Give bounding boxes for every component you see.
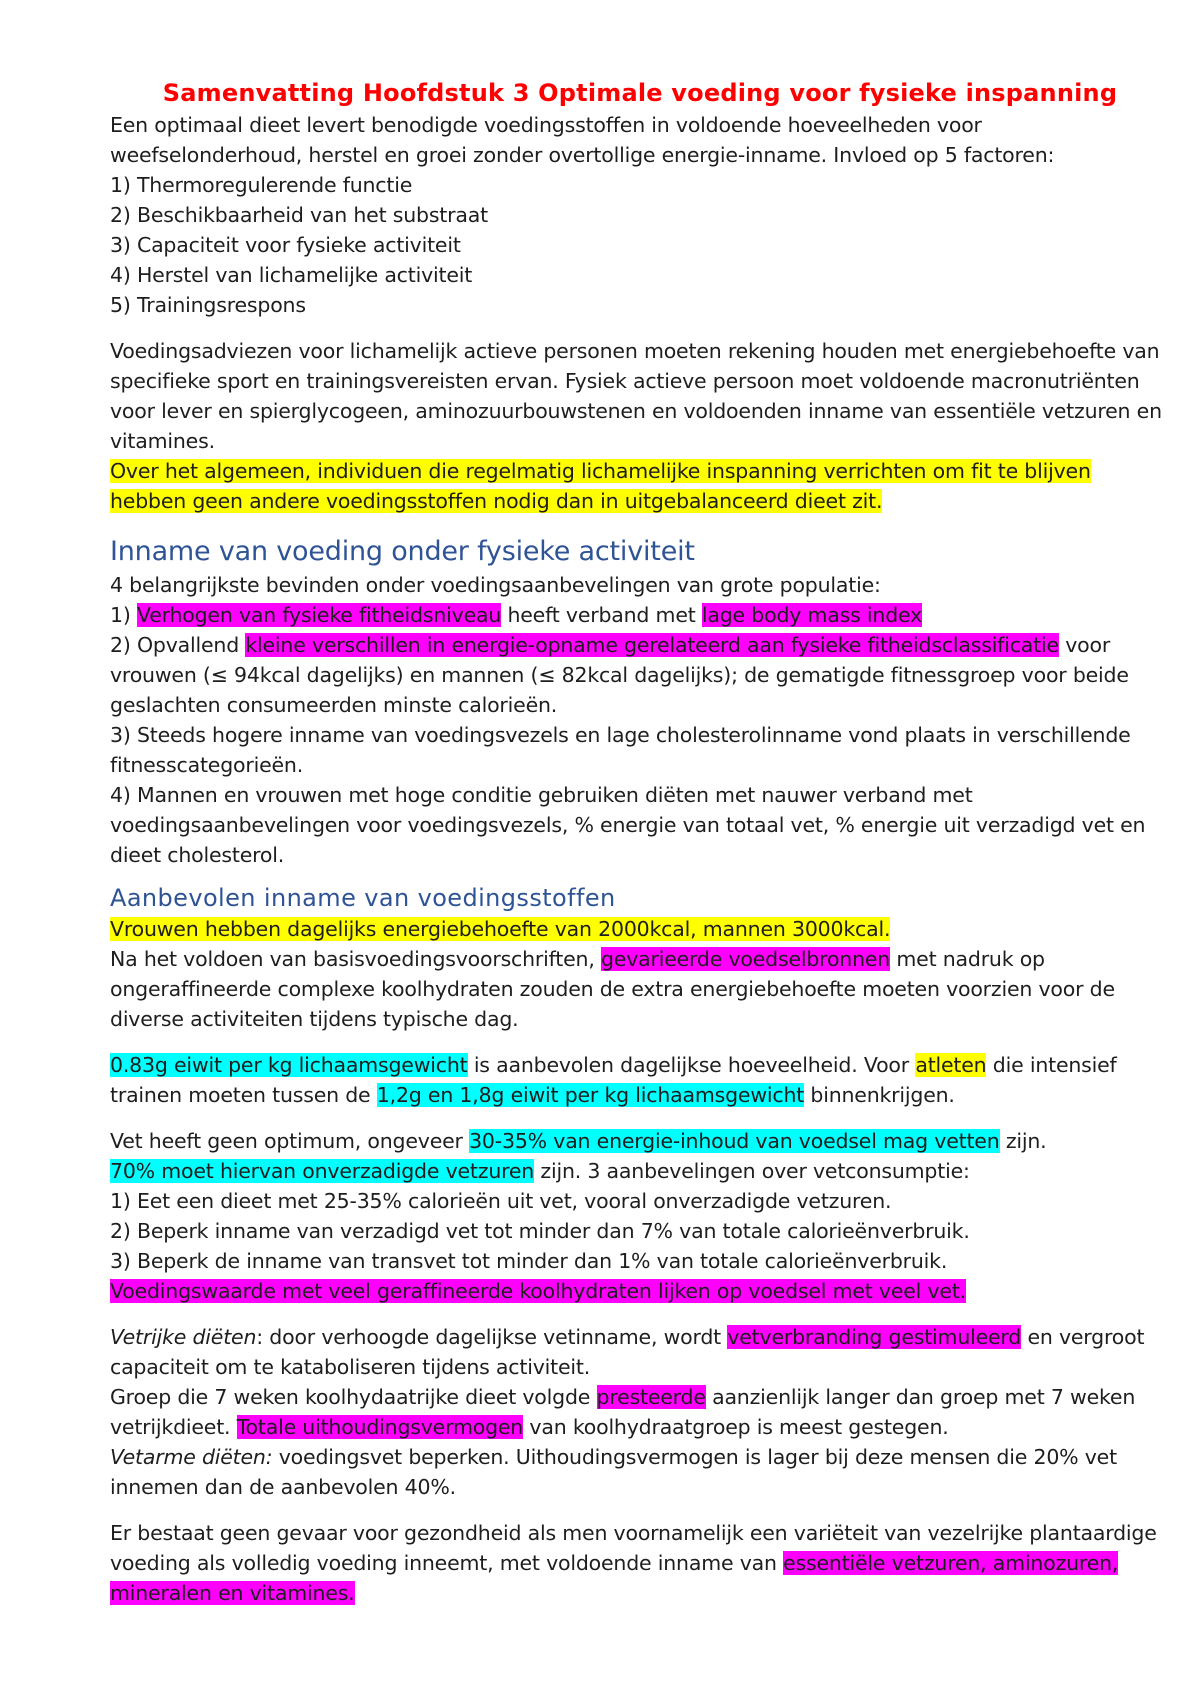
vetrijk-paragraph: [110, 1322, 1170, 1382]
fat-rule-2: 2) Beperk inname van verzadigd vet tot minder dan 7% van totale calorieënverbruik.: [110, 1219, 970, 1243]
document-title: Samenvatting Hoofdstuk 3 Optimale voeding voor fysieke inspanning: [162, 79, 1118, 107]
text-run: zijn.: [999, 1129, 1047, 1153]
text-run: die intensief trainen moeten tussen de: [110, 1053, 1117, 1107]
text-run: voor vrouwen (≤ 94kcal dagelijks) en mannen (≤ 82kcal dagelijks); de gematigde fitnessgroep voor beide geslachten consumeerden minste calorieën.: [110, 633, 1129, 717]
text-run: Na het voldoen van basisvoedingsvoorschriften,: [110, 947, 601, 971]
text-run: Groep die 7 weken koolhydaatrijke dieet volgde: [110, 1385, 597, 1409]
advice-highlight: [110, 456, 1170, 516]
fat-rule-3: 3) Beperk de inname van transvet tot minder dan 1% van totale calorieënverbruik.: [110, 1249, 948, 1273]
text-run: 2) Opvallend: [110, 633, 246, 657]
advice-paragraph: Voedingsadviezen voor lichamelijk actieve personen moeten rekening houden met energiebehoefte van specifieke sport en trainingsvereisten ervan. Fysiek actieve persoon moet voldoende macronutriënten voor lever en spierglycogeen, aminozuurbouwstenen en voldoenden inname van essentiële vetzuren en vitamines.: [110, 339, 1162, 453]
highlight-magenta: gevarieerde voedselbronnen: [600, 947, 891, 971]
text-run: binnenkrijgen.: [804, 1083, 955, 1107]
highlight-cyan: 70% moet hiervan onverzadigde vetzuren: [110, 1159, 535, 1183]
text-run: met nadruk op ongeraffineerde complexe koolhydraten zouden de extra energiebehoefte moeten voorzien voor de diverse activiteiten tijdens typische dag.: [110, 947, 1115, 1031]
highlight-magenta: Totale uithoudingsvermogen: [236, 1415, 524, 1439]
factor-item: 5) Trainingsrespons: [110, 293, 306, 317]
document-page: [110, 76, 1170, 1608]
highlight-magenta: essentiële vetzuren, aminozuren, mineralen en vitamines.: [110, 1551, 1119, 1605]
highlight-yellow: atleten: [915, 1053, 987, 1077]
closing-paragraph: [110, 1518, 1170, 1608]
highlight-magenta: lage body mass index: [701, 603, 922, 627]
energy-paragraph: [110, 914, 1170, 944]
highlight-magenta: Verhogen van fysieke fitheidsniveau: [136, 603, 502, 627]
intro-paragraph: Een optimaal dieet levert benodigde voedingsstoffen in voldoende hoeveelheden voor weefselonderhoud, herstel en groei zonder overtollige energie-inname. Invloed op 5 factoren:: [110, 113, 1055, 167]
fat-paragraph: [110, 1126, 1170, 1156]
fat-rule-1: 1) Eet een dieet met 25-35% calorieën uit vet, vooral onverzadigde vetzuren.: [110, 1189, 892, 1213]
section-heading-aanbevolen: Aanbevolen inname van voedingsstoffen: [110, 884, 616, 912]
finding-2: [110, 630, 1170, 720]
text-run: Er bestaat geen gevaar voor gezondheid als men voornamelijk een variëteit van vezelrijke plantaardige voeding als volledig voeding inneemt, met voldoende inname van: [110, 1521, 1157, 1575]
highlight-magenta: Voedingswaarde met veel geraffineerde koolhydraten lijken op voedsel met veel vet.: [110, 1279, 966, 1303]
protein-paragraph: [110, 1050, 1170, 1110]
factor-item: 2) Beschikbaarheid van het substraat: [110, 203, 488, 227]
highlight-magenta: vetverbranding gestimuleerd: [727, 1325, 1022, 1349]
factor-item: 4) Herstel van lichamelijke activiteit: [110, 263, 473, 287]
finding-3: 3) Steeds hogere inname van voedingsvezels en lage cholesterolinname vond plaats in verschillende fitnesscategorieën.: [110, 723, 1131, 777]
highlight-yellow: Over het algemeen, individuen die regelmatig lichamelijke inspanning verrichten om fit te blijven hebben geen andere voedingsstoffen nodig dan in uitgebalanceerd dieet zit.: [110, 459, 1091, 513]
text-run: heeft verband met: [501, 603, 702, 627]
text-run: zijn. 3 aanbevelingen over vetconsumptie:: [534, 1159, 970, 1183]
section1-lead: 4 belangrijkste bevinden onder voedingsaanbevelingen van grote populatie:: [110, 573, 881, 597]
text-run: voedingsvet beperken. Uithoudingsvermogen is lager bij deze mensen die 20% vet innemen dan de aanbevolen 40%.: [110, 1445, 1117, 1499]
finding-1: [110, 600, 1170, 630]
section-heading-inname: Inname van voeding onder fysieke activiteit: [110, 536, 695, 567]
item-number: 1): [110, 603, 137, 627]
text-run: aanzienlijk langer dan groep met 7 weken vetrijkdieet.: [110, 1385, 1136, 1439]
basis-paragraph: [110, 944, 1170, 1034]
factor-item: 1) Thermoregulerende functie: [110, 173, 413, 197]
italic-term: Vetrijke diëten: [110, 1325, 257, 1349]
text-run: : door verhoogde dagelijkse vetinname, wordt: [256, 1325, 728, 1349]
highlight-cyan: 0.83g eiwit per kg lichaamsgewicht: [110, 1053, 468, 1077]
highlight-cyan: 1,2g en 1,8g eiwit per kg lichaamsgewicht: [376, 1083, 805, 1107]
text-run: van koolhydraatgroep is meest gestegen.: [523, 1415, 949, 1439]
finding-4: 4) Mannen en vrouwen met hoge conditie gebruiken diëten met nauwer verband met voedingsaanbevelingen voor voedingsvezels, % energie van totaal vet, % energie uit verzadigd vet en dieet cholesterol.: [110, 783, 1146, 867]
highlight-magenta: kleine verschillen in energie-opname gerelateerd aan fysieke fitheidsclassificatie: [245, 633, 1059, 657]
fat-paragraph-2: [110, 1156, 1170, 1186]
fat-highlight: [110, 1276, 1170, 1306]
text-run: en vergroot capaciteit om te kataboliseren tijdens activiteit.: [110, 1325, 1145, 1379]
vetarm-paragraph: [110, 1442, 1170, 1502]
italic-term: Vetarme diëten:: [110, 1445, 273, 1469]
text-run: Vet heeft geen optimum, ongeveer: [110, 1129, 470, 1153]
highlight-yellow: Vrouwen hebben dagelijks energiebehoefte van 2000kcal, mannen 3000kcal.: [110, 917, 891, 941]
text-run: is aanbevolen dagelijkse hoeveelheid. Voor: [467, 1053, 916, 1077]
factor-item: 3) Capaciteit voor fysieke activiteit: [110, 233, 461, 257]
highlight-cyan: 30-35% van energie-inhoud van voedsel mag vetten: [469, 1129, 1000, 1153]
group-paragraph: [110, 1382, 1170, 1442]
highlight-magenta: presteerde: [596, 1385, 706, 1409]
